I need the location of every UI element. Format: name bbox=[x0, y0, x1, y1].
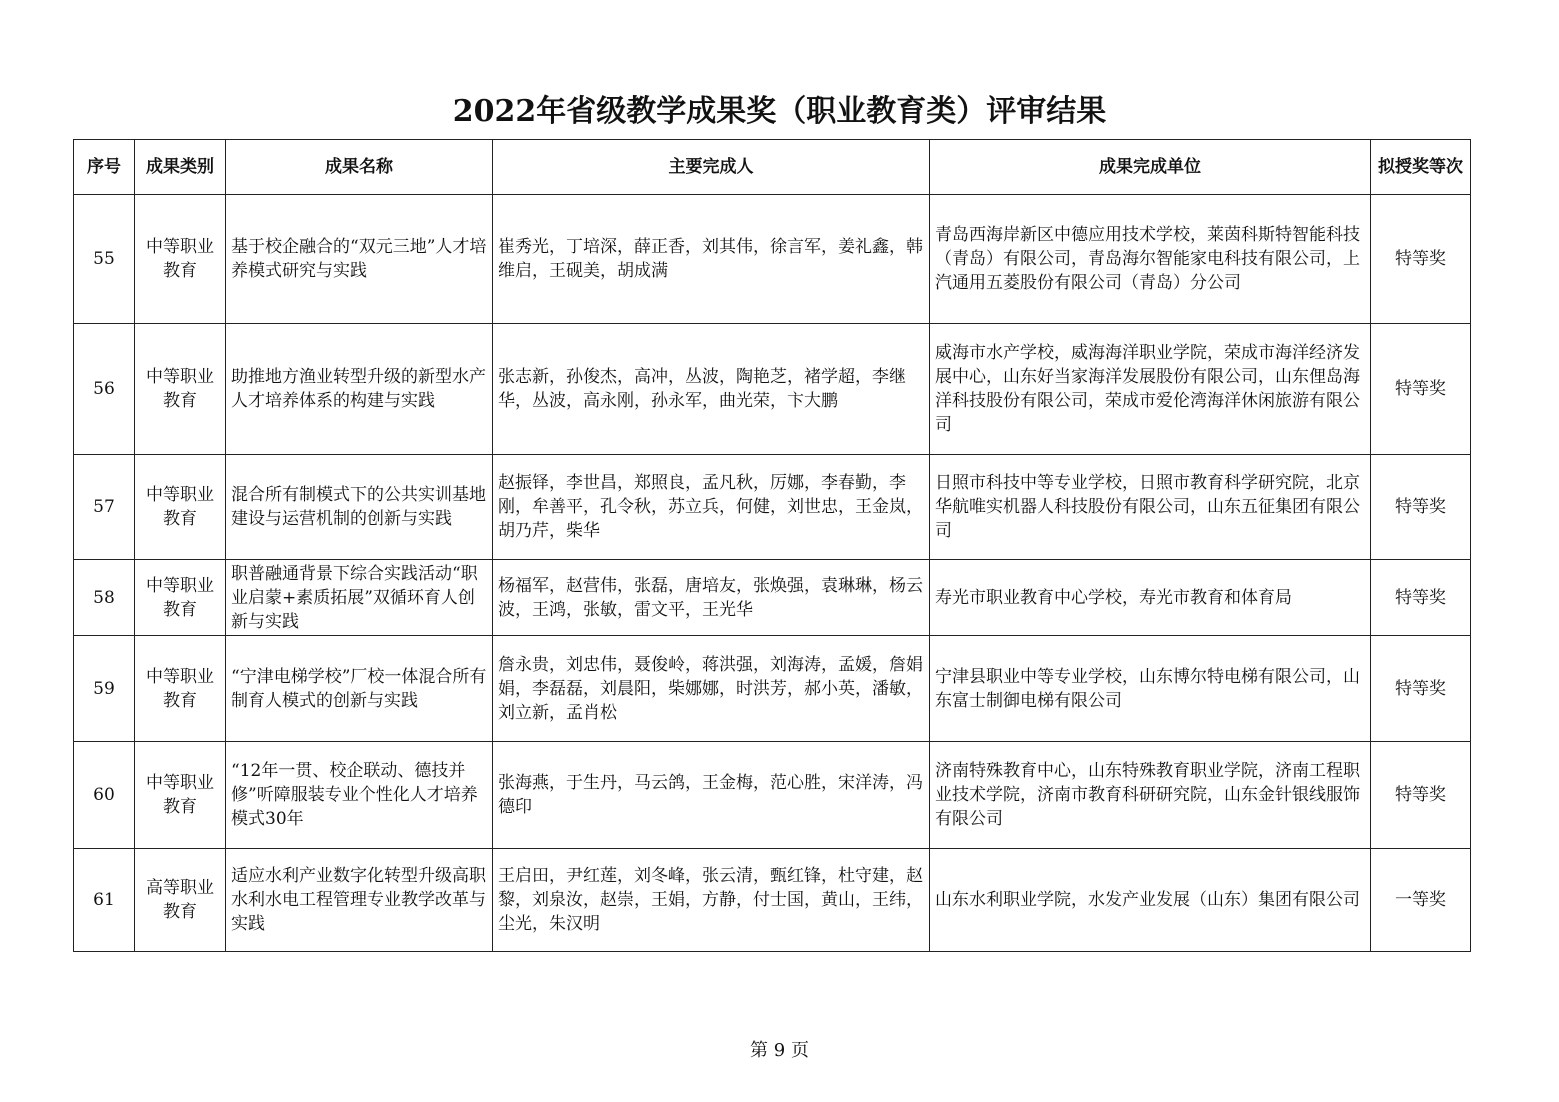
row-unit: 宁津县职业中等专业学校，山东博尔特电梯有限公司，山东富士制御电梯有限公司 bbox=[930, 636, 1371, 742]
row-unit: 寿光市职业教育中心学校，寿光市教育和体育局 bbox=[930, 560, 1371, 636]
row-name: 职普融通背景下综合实践活动“职业启蒙+素质拓展”双循环育人创新与实践 bbox=[226, 560, 493, 636]
row-seq: 57 bbox=[74, 455, 135, 560]
results-table bbox=[73, 139, 1471, 952]
row-people: 张志新，孙俊杰，高冲，丛波，陶艳芝，褚学超，李继华，丛波，高永刚，孙永军，曲光荣，卞大鹏 bbox=[493, 324, 930, 455]
header-category: 成果类别 bbox=[135, 140, 226, 195]
table-row bbox=[74, 195, 1471, 324]
row-people: 杨福军，赵营伟，张磊，唐培友，张焕强，袁琳琳，杨云波，王鸿，张敏，雷文平，王光华 bbox=[493, 560, 930, 636]
row-name: 基于校企融合的“双元三地”人才培养模式研究与实践 bbox=[226, 195, 493, 324]
table-row bbox=[74, 636, 1471, 742]
row-award: 特等奖 bbox=[1371, 324, 1471, 455]
header-name: 成果名称 bbox=[226, 140, 493, 195]
row-unit: 济南特殊教育中心，山东特殊教育职业学院，济南工程职业技术学院，济南市教育科研研究院，山东金针银线服饰有限公司 bbox=[930, 742, 1371, 849]
row-people: 赵振铎，李世昌，郑照良，孟凡秋，厉娜，李春勤，李刚，牟善平，孔令秋，苏立兵，何健，刘世忠，王金岚，胡乃芹，柴华 bbox=[493, 455, 930, 560]
header-people: 主要完成人 bbox=[493, 140, 930, 195]
row-name: 混合所有制模式下的公共实训基地建设与运营机制的创新与实践 bbox=[226, 455, 493, 560]
row-award: 特等奖 bbox=[1371, 560, 1471, 636]
page-title: 2022年省级教学成果奖（职业教育类）评审结果 bbox=[452, 94, 1107, 129]
table-header-row bbox=[74, 140, 1471, 195]
row-seq: 60 bbox=[74, 742, 135, 849]
row-seq: 61 bbox=[74, 849, 135, 952]
row-unit: 青岛西海岸新区中德应用技术学校，莱茵科斯特智能科技（青岛）有限公司，青岛海尔智能家电科技有限公司，上汽通用五菱股份有限公司（青岛）分公司 bbox=[930, 195, 1371, 324]
row-category: 中等职业教育 bbox=[135, 560, 226, 636]
row-name: “宁津电梯学校”厂校一体混合所有制育人模式的创新与实践 bbox=[226, 636, 493, 742]
row-seq: 56 bbox=[74, 324, 135, 455]
row-name: “12年一贯、校企联动、德技并修”听障服装专业个性化人才培养模式30年 bbox=[226, 742, 493, 849]
row-seq: 55 bbox=[74, 195, 135, 324]
table-row bbox=[74, 742, 1471, 849]
table-row bbox=[74, 560, 1471, 636]
row-unit: 日照市科技中等专业学校，日照市教育科学研究院，北京华航唯实机器人科技股份有限公司，山东五征集团有限公司 bbox=[930, 455, 1371, 560]
row-award: 特等奖 bbox=[1371, 195, 1471, 324]
row-award: 特等奖 bbox=[1371, 455, 1471, 560]
row-category: 中等职业教育 bbox=[135, 324, 226, 455]
row-seq: 58 bbox=[74, 560, 135, 636]
header-unit: 成果完成单位 bbox=[930, 140, 1371, 195]
row-award: 一等奖 bbox=[1371, 849, 1471, 952]
row-people: 詹永贵，刘忠伟，聂俊岭，蒋洪强，刘海涛，孟媛，詹娟娟，李磊磊，刘晨阳，柴娜娜，时洪芳，郝小英，潘敏，刘立新，孟肖松 bbox=[493, 636, 930, 742]
row-seq: 59 bbox=[74, 636, 135, 742]
row-name: 助推地方渔业转型升级的新型水产人才培养体系的构建与实践 bbox=[226, 324, 493, 455]
row-category: 高等职业教育 bbox=[135, 849, 226, 952]
table-row bbox=[74, 324, 1471, 455]
header-seq: 序号 bbox=[74, 140, 135, 195]
table-row bbox=[74, 455, 1471, 560]
row-name: 适应水利产业数字化转型升级高职水利水电工程管理专业教学改革与实践 bbox=[226, 849, 493, 952]
row-category: 中等职业教育 bbox=[135, 455, 226, 560]
row-unit: 山东水利职业学院，水发产业发展（山东）集团有限公司 bbox=[930, 849, 1371, 952]
header-award: 拟授奖等次 bbox=[1371, 140, 1471, 195]
row-category: 中等职业教育 bbox=[135, 636, 226, 742]
row-award: 特等奖 bbox=[1371, 636, 1471, 742]
table-row bbox=[74, 849, 1471, 952]
row-people: 王启田，尹红莲，刘冬峰，张云清，甄红锋，杜守建，赵黎，刘泉汝，赵崇，王娟，方静，付士国，黄山，王纬，尘光，朱汉明 bbox=[493, 849, 930, 952]
row-people: 张海燕，于生丹，马云鸽，王金梅，范心胜，宋洋涛，冯德印 bbox=[493, 742, 930, 849]
row-award: 特等奖 bbox=[1371, 742, 1471, 849]
row-unit: 威海市水产学校，威海海洋职业学院，荣成市海洋经济发展中心，山东好当家海洋发展股份有限公司，山东俚岛海洋科技股份有限公司，荣成市爱伦湾海洋休闲旅游有限公司 bbox=[930, 324, 1371, 455]
row-people: 崔秀光，丁培深，薛正香，刘其伟，徐言军，姜礼鑫，韩维启，王砚美，胡成满 bbox=[493, 195, 930, 324]
page-number: 第 9 页 bbox=[750, 1040, 809, 1061]
row-category: 中等职业教育 bbox=[135, 742, 226, 849]
row-category: 中等职业教育 bbox=[135, 195, 226, 324]
